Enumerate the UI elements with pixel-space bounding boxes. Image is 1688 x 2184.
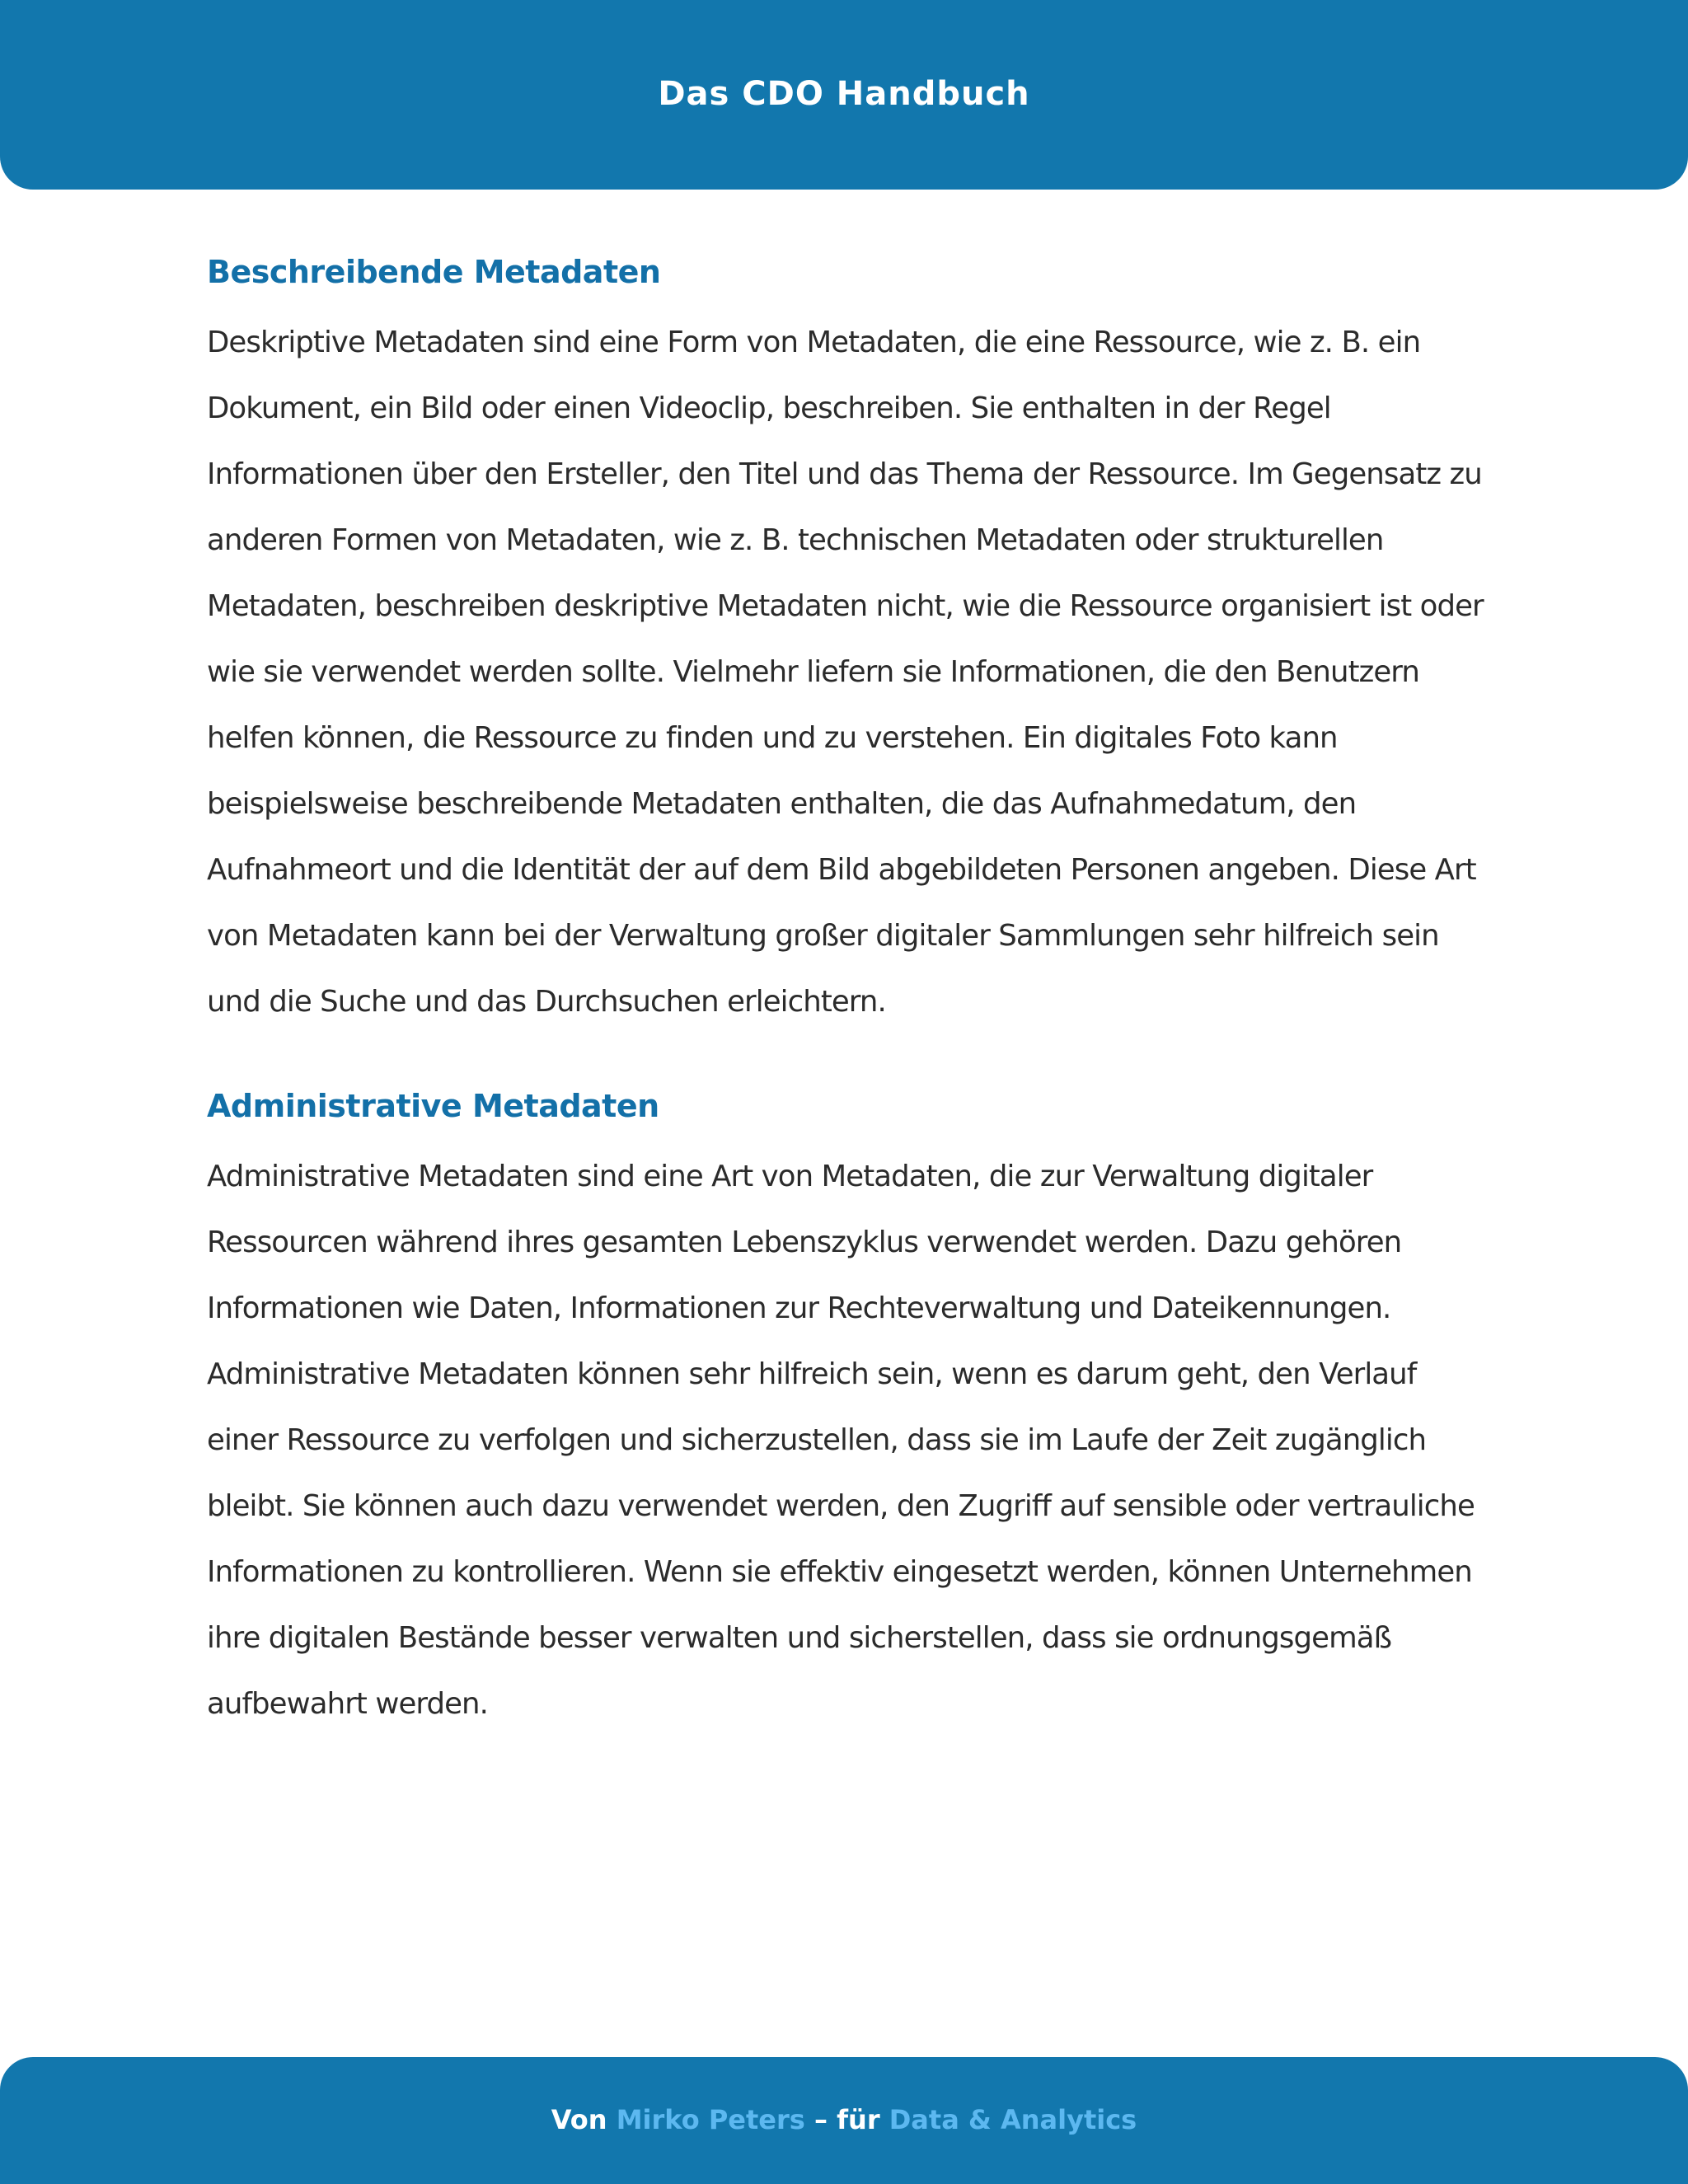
section-descriptive-metadata: [207, 246, 1493, 1035]
section-heading: Beschreibende Metadaten: [207, 254, 661, 290]
section-heading: Administrative Metadaten: [207, 1088, 659, 1124]
footer-credit: [0, 2099, 1688, 2140]
page-footer: [0, 2057, 1688, 2184]
footer-connector: – für: [814, 2104, 880, 2135]
page-header: [0, 0, 1688, 190]
footer-author: Mirko Peters: [616, 2104, 805, 2135]
section-administrative-metadata: [207, 1080, 1493, 1737]
footer-prefix: Von: [551, 2104, 607, 2135]
footer-publisher: Data & Analytics: [889, 2104, 1137, 2135]
section-body: Administrative Metadaten sind eine Art von Metadaten, die zur Verwaltung digitaler Ressourcen während ihres gesamten Lebenszyklus verwendet werden. Dazu gehören Informationen wie Daten, Informationen zur Rechteverwaltung und Dateikennungen. Administrative Metadaten können sehr hilfreich sein, wenn es darum geht, den Verlauf einer Ressource zu verfolgen und sicherzustellen, dass sie im Laufe der Zeit zugänglich bleibt. Sie können auch dazu verwendet werden, den Zugriff auf sensible oder vertrauliche Informationen zu kontrollieren. Wenn sie effektiv eingesetzt werden, können Unternehmen ihre digitalen Bestände besser verwalten und sicherstellen, dass sie ordnungsgemäß aufbewahrt werden.: [207, 1160, 1475, 1721]
document-title: Das CDO Handbuch: [658, 75, 1030, 113]
section-body: Deskriptive Metadaten sind eine Form von Metadaten, die eine Ressource, wie z. B. ein Dokument, ein Bild oder einen Videoclip, beschreiben. Sie enthalten in der Regel Informationen über den Ersteller, den Titel und das Thema der Ressource. Im Gegensatz zu anderen Formen von Metadaten, wie z. B. technischen Metadaten oder strukturellen Metadaten, beschreiben deskriptive Metadaten nicht, wie die Ressource organisiert ist oder wie sie verwendet werden sollte. Vielmehr liefern sie Informationen, die den Benutzern helfen können, die Ressource zu finden und zu verstehen. Ein digitales Foto kann beispielsweise beschreibende Metadaten enthalten, die das Aufnahmedatum, den Aufnahmeort und die Identität der auf dem Bild abgebildeten Personen angeben. Diese Art von Metadaten kann bei der Verwaltung großer digitaler Sammlungen sehr hilfreich sein und die Suche und das Durchsuchen erleichtern.: [207, 326, 1484, 1019]
document-content: [207, 246, 1493, 1737]
